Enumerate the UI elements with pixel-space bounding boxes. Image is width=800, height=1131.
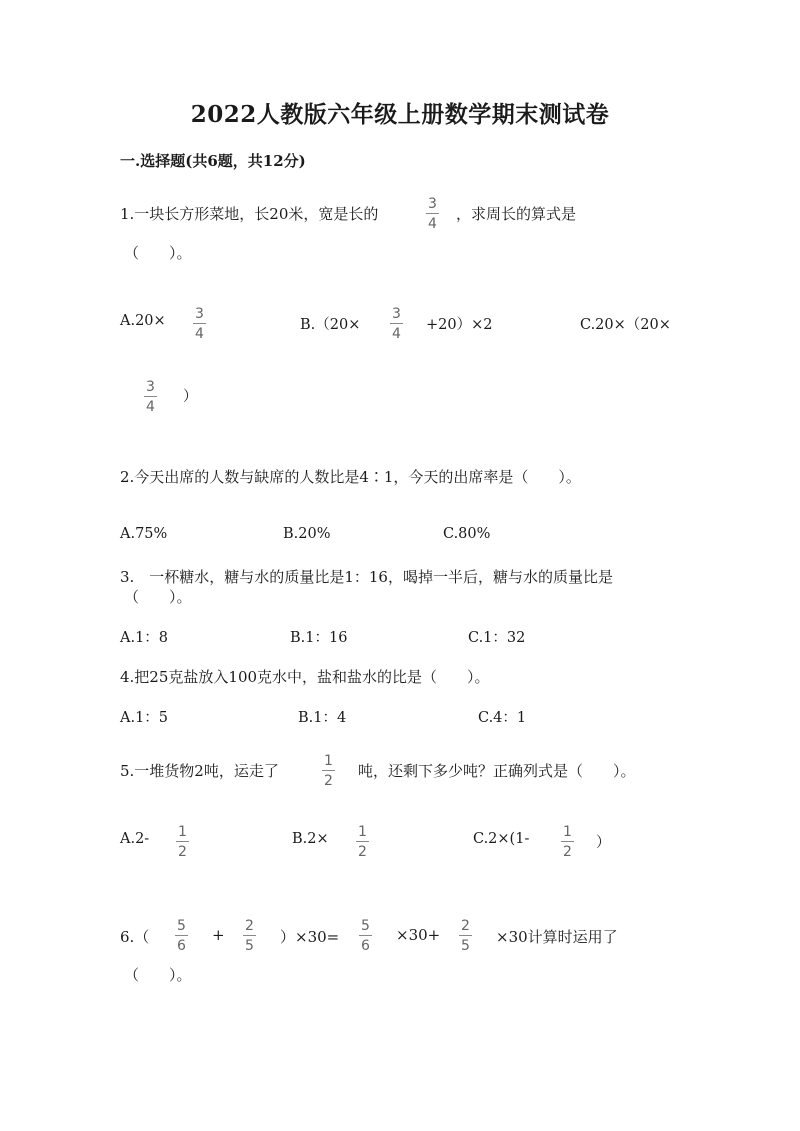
question-6-x30plus: ×30+ [396, 926, 441, 944]
option-c: C.4：1 [478, 710, 527, 726]
question-2-text: 2.今天出席的人数与缺席的人数比是4∶1，今天的出席率是（ ）。 [120, 468, 581, 486]
option-c-fraction: 1 2 [561, 825, 574, 859]
page-title: 2022人教版六年级上册数学期末测试卷 [190, 101, 610, 128]
question-6-fraction-4: 2 5 [459, 919, 472, 953]
option-b: B.（20× [300, 317, 361, 333]
option-a-fraction: 1 2 [176, 825, 189, 859]
question-5-fraction: 1 2 [322, 754, 335, 788]
option-b: B.1：4 [298, 710, 347, 726]
question-1-text-cont: ，求周长的算式是 [456, 205, 577, 223]
question-4-text: 4.把25克盐放入100克水中，盐和盐水的比是（ ）。 [120, 668, 490, 686]
question-6-plus: + [212, 926, 225, 944]
option-b: B.20% [283, 526, 331, 542]
option-c: C.2×(1- [473, 831, 530, 847]
question-5-text-cont: 吨，还剩下多少吨？正确列式是（ ）。 [358, 762, 636, 780]
section-heading: 一.选择题(共6题，共12分) [120, 152, 306, 170]
question-5-text: 5.一堆货物2吨，运走了 [120, 762, 279, 780]
option-b-cont: +20）×2 [426, 317, 493, 333]
question-6-fraction-1: 5 6 [175, 919, 188, 953]
option-a: A.1：5 [120, 710, 169, 726]
option-b: B.1：16 [290, 630, 348, 646]
option-c: C.80% [443, 526, 491, 542]
option-b: B.2× [292, 831, 329, 847]
option-b-fraction: 1 2 [356, 825, 369, 859]
question-6-tail: ×30计算时运用了 [496, 928, 618, 946]
option-a-fraction: 3 4 [193, 307, 206, 341]
option-a: A.20× [120, 313, 166, 329]
question-3-text: 3. 一杯糖水，糖与水的质量比是1：16，喝掉一半后，糖与水的质量比是 [120, 568, 613, 586]
option-c-fraction: 3 4 [144, 380, 157, 414]
option-b-fraction: 3 4 [390, 307, 403, 341]
question-6-open: 6.（ [120, 928, 150, 946]
question-1-fraction: 3 4 [426, 197, 439, 231]
option-a: A.1：8 [120, 630, 169, 646]
answer-blank: （ ）。 [124, 588, 192, 606]
option-c-close: ） [183, 389, 198, 405]
question-1-text: 1.一块长方形菜地，长20米，宽是长的 [120, 205, 379, 223]
answer-blank: （ ）。 [124, 966, 192, 984]
option-c-close: ） [596, 835, 611, 851]
answer-blank: （ ）。 [124, 244, 192, 262]
option-c: C.20×（20× [580, 317, 671, 333]
option-a: A.75% [120, 526, 168, 542]
question-6-fraction-2: 2 5 [243, 919, 256, 953]
option-a: A.2- [120, 831, 150, 847]
question-6-mid: ）×30= [280, 928, 340, 946]
question-6-fraction-3: 5 6 [359, 919, 372, 953]
option-c: C.1：32 [468, 630, 526, 646]
